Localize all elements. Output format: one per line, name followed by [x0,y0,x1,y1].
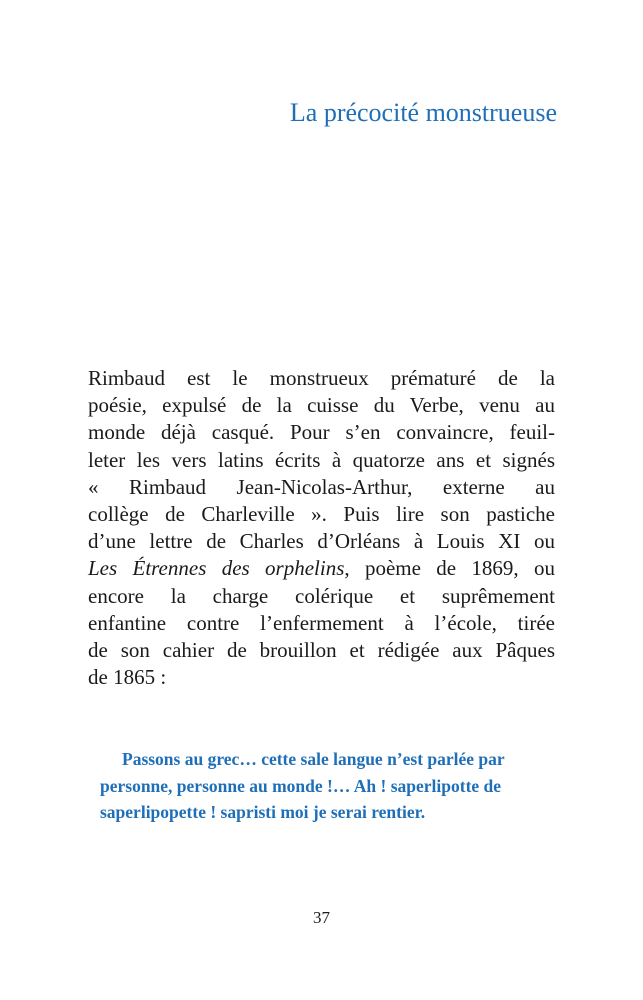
paragraph-line: poésie, expulsé de la cuisse du Verbe, venu au [88,393,555,418]
poem-title-italic: Les Étrennes des orphelins [88,556,345,581]
paragraph-line: d’une lettre de Charles d’Orléans à Louis XI ou [88,529,555,554]
quote-line: saperlipopette ! sapristi moi je serai rentier. [100,802,426,822]
page-number: 37 [313,908,330,927]
paragraph-line: encore la charge colérique et suprêmement [88,583,555,608]
chapter-title: La précocité monstrueuse [289,98,557,127]
paragraph-line: de son cahier de brouillon et rédigée aux Pâques [88,637,555,662]
paragraph-line: Rimbaud est le monstrueux prématuré de la [88,366,555,390]
block-quote [100,746,560,826]
quote-line: personne, personne au monde !… Ah ! saperlipotte de [100,775,502,796]
paragraph-line-rest: , poème de 1869, ou [344,556,556,581]
paragraph-line: monde déjà casqué. Pour s’en convaincre, feuil- [88,420,555,445]
paragraph-line: enfantine contre l’enfermement à l’école, tirée [88,610,555,635]
paragraph-line: leter les vers latins écrits à quatorze ans et signés [88,447,555,472]
quote-line: Passons au grec… cette sale langue n’est parlée par [122,749,505,769]
body-paragraph [88,365,555,691]
paragraph-line [88,555,555,582]
paragraph-line: collège de Charleville ». Puis lire son pastiche [88,501,555,526]
paragraph-line: de 1865 : [88,665,167,690]
paragraph-line: « Rimbaud Jean-Nicolas-Arthur, externe au [88,474,555,499]
